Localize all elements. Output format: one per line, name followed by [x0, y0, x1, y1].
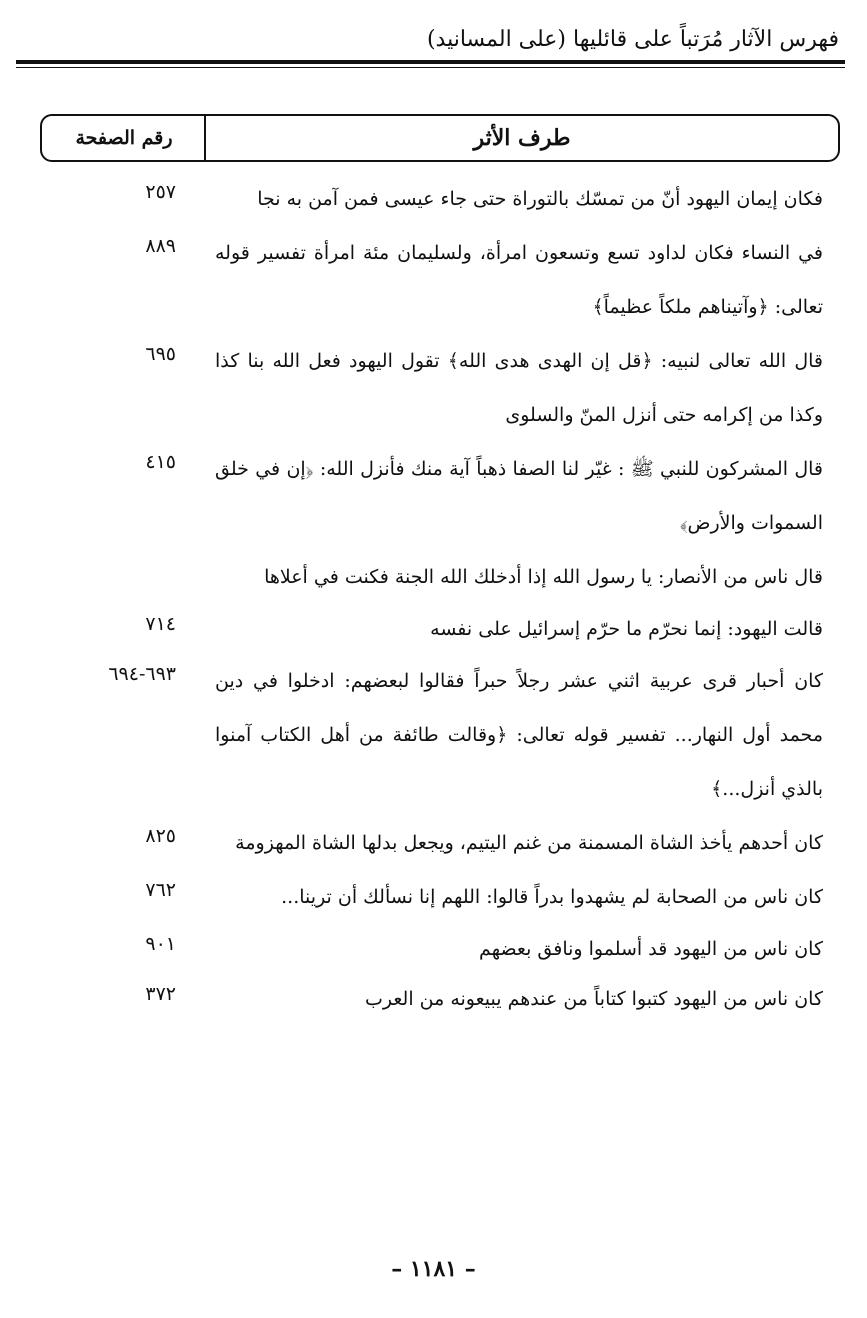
- footer-page-number: – ١١٨١ –: [391, 1256, 476, 1282]
- entry-text: كان ناس من اليهود كتبوا كتاباً من عندهم يبيعونه من العرب: [365, 988, 823, 1010]
- entry-page-number: ٢٥٧: [145, 181, 176, 203]
- entry-text: كان ناس من اليهود قد أسلموا ونافق بعضهم: [479, 938, 823, 960]
- entry-row: [0, 604, 867, 654]
- entry-row: [0, 654, 867, 816]
- entry-page-number: ٦٩٥: [145, 343, 176, 365]
- entry-page-number: ٨٢٥: [145, 825, 176, 847]
- header-rule-thin: [16, 67, 845, 68]
- entry-text: قال الله تعالى لنبيه: ﴿قل إن الهدى هدى الله﴾ تقول اليهود فعل الله بنا كذا وكذا من إكرامه حتى أنزل المنّ والسلوى: [215, 350, 823, 426]
- header-rule: [16, 60, 845, 64]
- table-header: [40, 114, 840, 162]
- entry-row: [0, 442, 867, 550]
- entry-page-number: ٦٩٣-٦٩٤: [108, 663, 176, 685]
- entry-row: [0, 870, 867, 924]
- entry-row: [0, 974, 867, 1024]
- entry-text: كان أحدهم يأخذ الشاة المسمنة من غنم اليتيم، ويجعل بدلها الشاة المهزومة: [235, 832, 823, 854]
- entry-text: قال المشركون للنبي ﷺ : غيّر لنا الصفا ذهباً آية منك فأنزل الله: ﴿إن في خلق السموات والأرض﴾: [215, 458, 823, 534]
- entry-page-number: ٤١٥: [145, 451, 176, 473]
- entry-text: كان أحبار قرى عربية اثني عشر رجلاً حبراً فقالوا لبعضهم: ادخلوا في دين محمد أول النهار... تفسير قوله تعالى: ﴿وقالت طائفة من أهل الكتاب آمنوا بالذي أنزل...﴾: [215, 670, 823, 800]
- entry-page-number: ٩٠١: [145, 933, 176, 955]
- entry-row: [0, 550, 867, 604]
- entry-text: قال ناس من الأنصار: يا رسول الله إذا أدخلك الله الجنة فكنت في أعلاها: [264, 566, 823, 588]
- page-column-heading: رقم الصفحة: [75, 127, 173, 149]
- entry-text: في النساء فكان لداود تسع وتسعون امرأة، ولسليمان مئة امرأة تفسير قوله تعالى: ﴿وآتيناهم ملكاً عظيماً﴾: [215, 242, 823, 318]
- entry-text: فكان إيمان اليهود أنّ من تمسّك بالتوراة حتى جاء عيسى فمن آمن به نجا: [257, 188, 823, 210]
- entry-text: قالت اليهود: إنما نحرّم ما حرّم إسرائيل على نفسه: [430, 618, 823, 640]
- entry-page-number: ٧٦٢: [145, 879, 176, 901]
- entry-row: [0, 172, 867, 226]
- entry-page-number: ٣٧٢: [145, 983, 176, 1005]
- entries-list: [0, 172, 867, 1024]
- entry-page-number: ٧١٤: [145, 613, 176, 635]
- entry-row: [0, 924, 867, 974]
- entry-column-heading: طرف الأثر: [473, 125, 571, 151]
- running-header: فهرس الآثار مُرَتباً على قائليها (على المسانيد): [426, 27, 839, 52]
- entry-row: [0, 816, 867, 870]
- entry-text: كان ناس من الصحابة لم يشهدوا بدراً قالوا: اللهم إنا نسألك أن ترينا...: [281, 886, 823, 908]
- entry-page-number: ٨٨٩: [145, 235, 176, 257]
- entry-row: [0, 334, 867, 442]
- entry-row: [0, 226, 867, 334]
